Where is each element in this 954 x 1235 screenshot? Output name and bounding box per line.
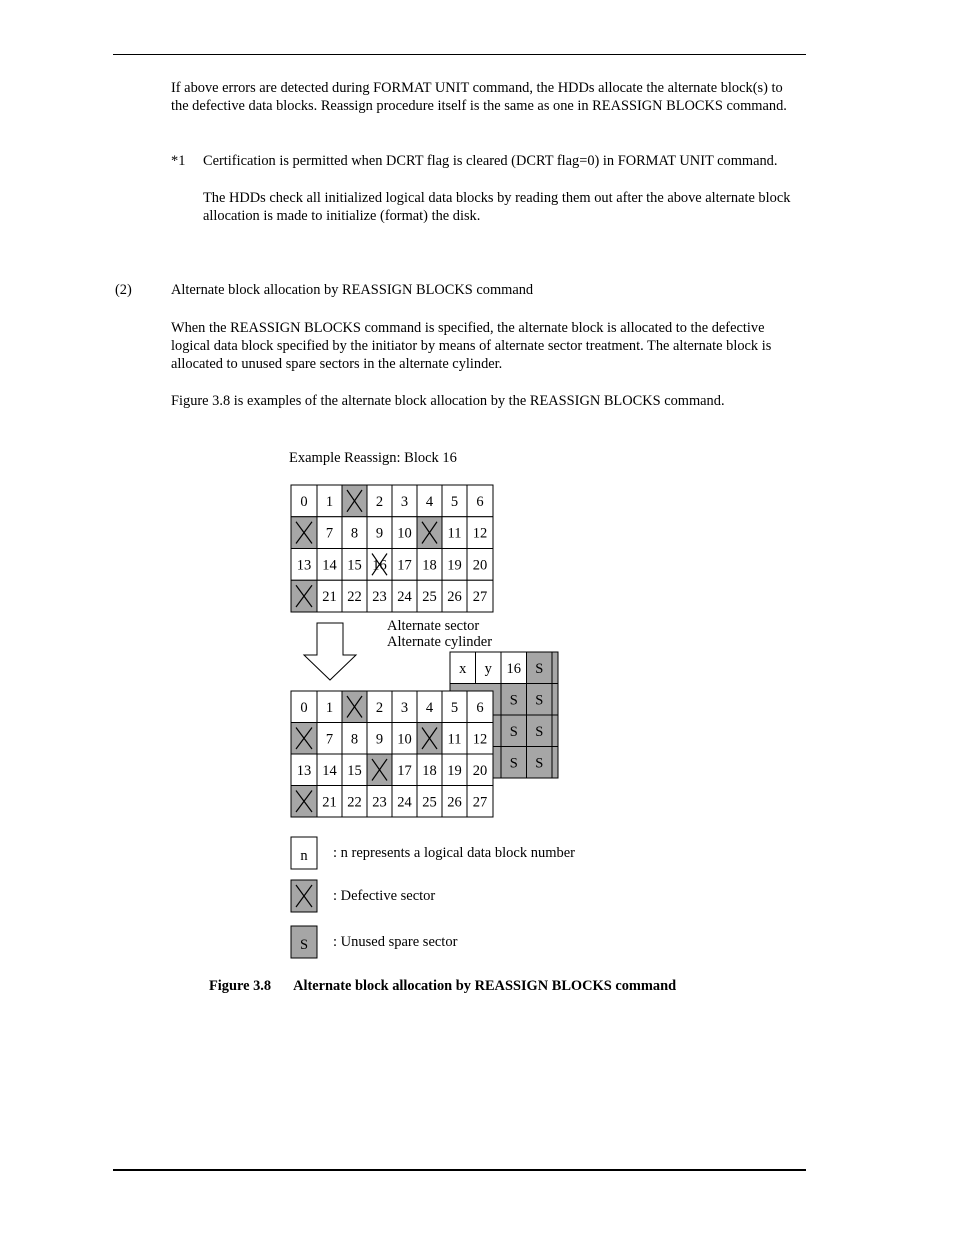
grid-cell <box>417 754 442 786</box>
grid-cell <box>367 517 392 549</box>
grid-cell <box>467 580 493 612</box>
note-certification: Certification is permitted when DCRT flag is cleared (DCRT flag=0) in FORMAT UNIT command. <box>203 153 778 169</box>
grid-cell <box>317 754 342 786</box>
block-number: 12 <box>472 525 488 542</box>
grid-cell <box>367 549 392 581</box>
grid-cell <box>317 549 342 581</box>
legend-item <box>291 926 458 958</box>
block-number: 5 <box>450 493 459 510</box>
block-number: 1 <box>325 493 334 510</box>
footer-rule <box>113 1169 806 1171</box>
block-number: 6 <box>476 699 484 716</box>
grid-cell <box>342 786 367 818</box>
block-number: 25 <box>422 589 437 606</box>
alt-cylinder-value: 16 <box>506 660 521 677</box>
grid-cell <box>367 691 392 723</box>
grid-cell <box>467 485 493 517</box>
spare-sector-value: S <box>509 755 518 772</box>
grid-cell <box>317 517 342 549</box>
alternate-sector-label: Alternate sector <box>387 618 480 634</box>
spare-sector-cell <box>527 684 553 716</box>
block-number: 25 <box>422 794 437 811</box>
block-number: 12 <box>472 731 488 748</box>
block-number: 19 <box>447 557 462 574</box>
grid-cell <box>417 517 442 549</box>
legend-symbol: S <box>299 937 309 953</box>
grid-cell <box>291 485 317 517</box>
spare-sector-cell <box>501 747 527 779</box>
block-number: 27 <box>472 589 488 606</box>
grid-cell <box>342 517 367 549</box>
legend-item <box>291 880 435 912</box>
grid-cell <box>342 691 367 723</box>
spare-sector-value: S <box>535 692 544 709</box>
block-number: 15 <box>347 762 362 779</box>
block-number: 22 <box>347 589 362 606</box>
block-number: 11 <box>447 731 462 748</box>
grid-cell <box>442 691 467 723</box>
figure-title: Alternate block allocation by REASSIGN BLOCKS command <box>293 978 677 994</box>
block-number: 9 <box>375 731 384 748</box>
alt-cylinder-value: x <box>459 660 467 677</box>
grid-cell <box>342 723 367 755</box>
grid-cell <box>417 786 442 818</box>
note-marker: *1 <box>171 153 186 169</box>
grid-cell <box>467 723 493 755</box>
alt-cylinder-cell <box>501 652 527 684</box>
grid-cell <box>392 580 417 612</box>
block-number: 26 <box>447 794 462 811</box>
figure-number: Figure 3.8 <box>209 978 272 994</box>
block-number: 21 <box>322 794 337 811</box>
grid-cell <box>392 754 417 786</box>
block-number: 10 <box>397 731 412 748</box>
block-number: 1 <box>325 699 334 716</box>
grid-cell <box>342 485 367 517</box>
legend-symbol: n <box>300 848 308 864</box>
grid-cell <box>291 786 317 818</box>
block-number: 18 <box>422 762 437 779</box>
block-number: 15 <box>347 557 362 574</box>
grid-cell <box>442 517 467 549</box>
paragraph-format-unit: If above errors are detected during FORMAT UNIT command, the HDDs allocate the alternate block(s) to the defective data blocks. Reassign procedure itself is the same as one in REASSIGN BLOCKS command. <box>171 80 787 114</box>
block-number: 8 <box>350 731 359 748</box>
example-label: Example Reassign: Block 16 <box>289 450 457 466</box>
block-number: 6 <box>476 493 484 510</box>
alt-cylinder-cell <box>527 652 553 684</box>
block-number: 7 <box>325 525 334 542</box>
grid-cell <box>392 549 417 581</box>
block-number: 13 <box>296 762 312 779</box>
down-arrow-icon <box>304 623 356 680</box>
legend-text: : Unused spare sector <box>333 934 458 950</box>
alt-cylinder-value: y <box>484 660 492 677</box>
grid-cell <box>442 549 467 581</box>
after-grid <box>291 691 493 817</box>
grid-cell <box>317 786 342 818</box>
grid-cell <box>417 485 442 517</box>
legend <box>291 837 575 958</box>
alt-cylinder-cell <box>476 652 502 684</box>
spare-sector-value: S <box>509 723 518 740</box>
grid-cell <box>317 485 342 517</box>
grid-cell <box>392 723 417 755</box>
grid-cell <box>417 723 442 755</box>
section-title: Alternate block allocation by REASSIGN BLOCKS command <box>171 282 534 298</box>
section-number: (2) <box>115 282 132 298</box>
block-number: 9 <box>375 525 384 542</box>
grid-cell <box>467 517 493 549</box>
block-number: 23 <box>372 589 387 606</box>
block-number: 2 <box>375 493 384 510</box>
block-number: 20 <box>472 557 488 574</box>
grid-cell <box>291 580 317 612</box>
block-number: 17 <box>397 762 412 779</box>
block-number: 4 <box>425 699 434 716</box>
grid-cell <box>317 691 342 723</box>
spare-sector-cell <box>527 747 553 779</box>
block-number: 19 <box>447 762 462 779</box>
block-number: 24 <box>397 794 412 811</box>
grid-cell <box>417 580 442 612</box>
grid-cell <box>367 485 392 517</box>
legend-item <box>291 837 575 869</box>
alt-cylinder-value: S <box>535 660 544 677</box>
block-number: 26 <box>447 589 462 606</box>
block-number: 10 <box>397 525 412 542</box>
grid-cell <box>417 691 442 723</box>
spare-sector-cell <box>501 715 527 747</box>
block-number: 17 <box>397 557 412 574</box>
block-number: 24 <box>397 589 412 606</box>
grid-cell <box>442 786 467 818</box>
spare-sector-cell <box>527 715 553 747</box>
block-number: 4 <box>425 493 434 510</box>
grid-cell <box>392 691 417 723</box>
block-number: 3 <box>400 493 409 510</box>
spare-sector-value: S <box>509 692 518 709</box>
block-number: 16 <box>372 557 387 574</box>
legend-text: : Defective sector <box>333 888 436 904</box>
grid-cell <box>442 723 467 755</box>
grid-cell <box>392 485 417 517</box>
block-number: 18 <box>422 557 437 574</box>
grid-cell <box>467 786 493 818</box>
block-number: 13 <box>296 557 312 574</box>
grid-cell <box>367 754 392 786</box>
block-number: 0 <box>300 493 308 510</box>
grid-cell <box>467 754 493 786</box>
grid-cell <box>417 549 442 581</box>
grid-cell <box>317 723 342 755</box>
alt-cylinder-cell <box>450 652 476 684</box>
block-number: 8 <box>350 525 359 542</box>
grid-cell <box>442 485 467 517</box>
note-hdd-check: The HDDs check all initialized logical data blocks by reading them out after the above alternate block allocation is made to initialize (format) the disk. <box>203 190 791 224</box>
grid-cell <box>392 786 417 818</box>
grid-cell <box>342 549 367 581</box>
block-number: 0 <box>300 699 308 716</box>
block-number: 21 <box>322 589 337 606</box>
figure-caption <box>209 977 676 995</box>
block-number: 20 <box>472 762 488 779</box>
grid-cell <box>367 580 392 612</box>
block-number: 7 <box>325 731 334 748</box>
grid-cell <box>442 754 467 786</box>
spare-sector-cell <box>501 684 527 716</box>
grid-cell <box>392 517 417 549</box>
block-number: 14 <box>322 762 337 779</box>
grid-cell <box>367 786 392 818</box>
grid-cell <box>291 754 317 786</box>
grid-cell <box>467 691 493 723</box>
grid-cell <box>467 549 493 581</box>
grid-cell <box>291 549 317 581</box>
block-number: 5 <box>450 699 459 716</box>
block-number: 23 <box>372 794 387 811</box>
grid-cell <box>291 517 317 549</box>
grid-cell <box>342 754 367 786</box>
grid-cell <box>442 580 467 612</box>
paragraph-figure-ref: Figure 3.8 is examples of the alternate block allocation by the REASSIGN BLOCKS command. <box>171 393 725 409</box>
grid-cell <box>291 723 317 755</box>
spare-sector-value: S <box>535 755 544 772</box>
grid-cell <box>367 723 392 755</box>
block-number: 22 <box>347 794 362 811</box>
legend-text: : n represents a logical data block number <box>333 845 575 861</box>
block-number: 3 <box>400 699 409 716</box>
block-number: 27 <box>472 794 488 811</box>
grid-cell <box>342 580 367 612</box>
grid-cell <box>291 691 317 723</box>
before-grid <box>291 485 493 612</box>
grid-cell <box>317 580 342 612</box>
block-number: 14 <box>322 557 337 574</box>
spare-sector-value: S <box>535 723 544 740</box>
paragraph-reassign: When the REASSIGN BLOCKS command is specified, the alternate block is allocated to the defective logical data block specified by the initiator by means of alternate sector treatment. The alternate block is allocated to unused spare sectors in the alternate cylinder. <box>171 320 772 372</box>
alternate-cylinder-label: Alternate cylinder <box>387 634 493 650</box>
block-number: 2 <box>375 699 384 716</box>
block-number: 11 <box>447 525 462 542</box>
